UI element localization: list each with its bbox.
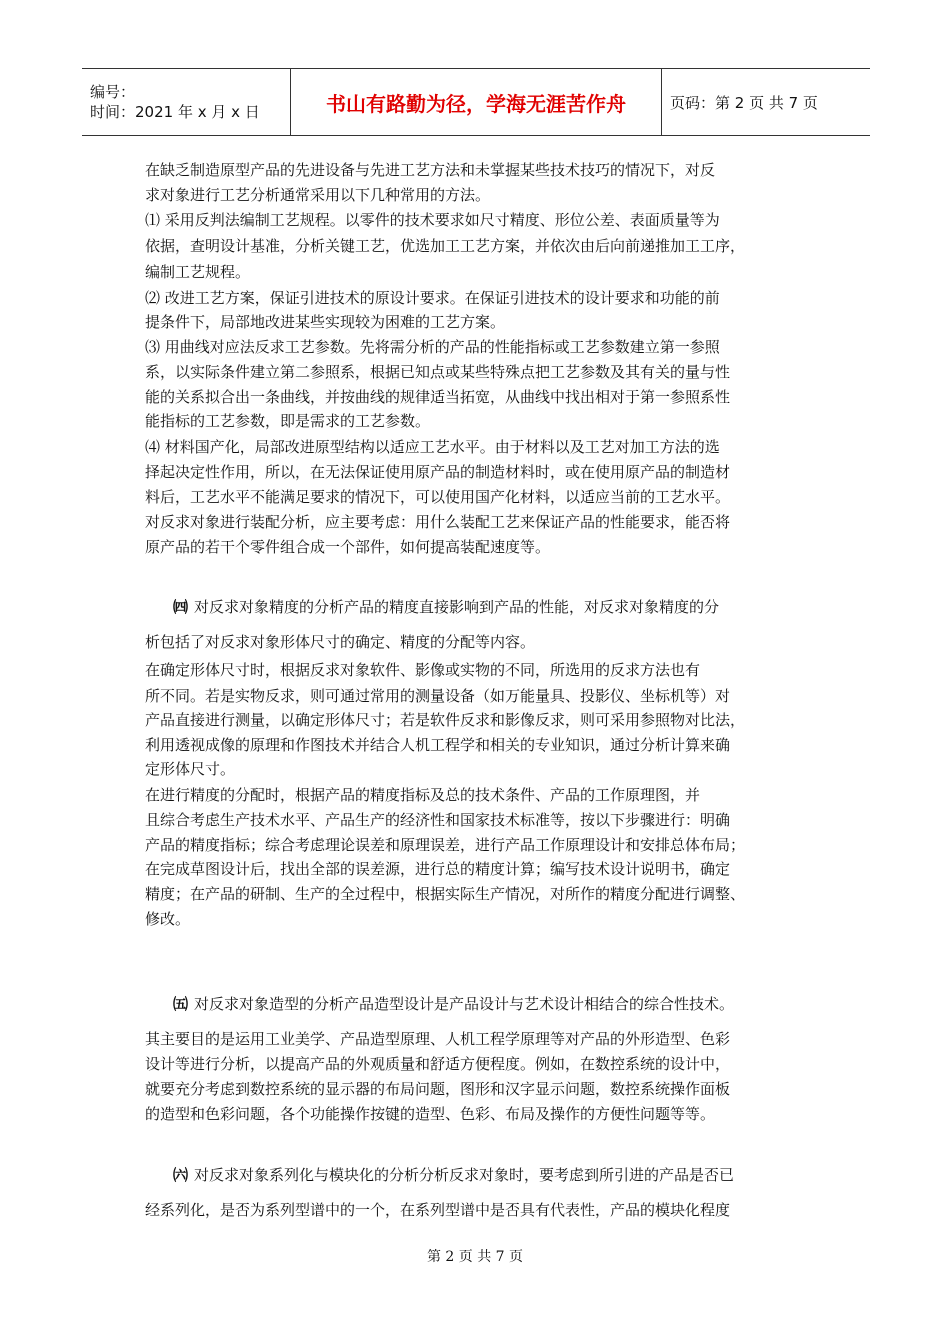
header-motto: 书山有路勤为径，学海无涯苦作舟 [291, 69, 662, 136]
paragraph-line: ⑷ 材料国产化，局部改进原型结构以适应工艺水平。由于材料以及工艺对加工方法的选 [145, 438, 720, 456]
paragraph-line: 的造型和色彩问题，各个功能操作按键的造型、色彩、布局及操作的方便性问题等等。 [145, 1105, 716, 1123]
paragraph-line: 在进行精度的分配时，根据产品的精度指标及总的技术条件、产品的工作原理图，并 [145, 786, 701, 804]
paragraph-line: 能的关系拟合出一条曲线，并按曲线的规律适当拓宽，从曲线中找出相对于第一参照系性 [145, 388, 731, 406]
document-number-label: 编号： [90, 83, 136, 101]
paragraph-line: 在缺乏制造原型产品的先进设备与先进工艺方法和未掌握某些技术技巧的情况下，对反 [145, 161, 716, 179]
paragraph-line: 能指标的工艺参数，即是需求的工艺参数。 [145, 412, 431, 430]
section-heading-6 [173, 1165, 823, 1185]
section-number-5: ㈤ [173, 995, 189, 1013]
paragraph-line: 产品的精度指标；综合考虑理论误差和原理误差，进行产品工作原理设计和安排总体布局； [145, 836, 746, 854]
page-footer: 第 2 页 共 7 页 [426, 1249, 524, 1265]
paragraph-line: 在确定形体尺寸时，根据反求对象软件、影像或实物的不同，所选用的反求方法也有 [145, 661, 701, 679]
paragraph-line: 依据，查明设计基准，分析关键工艺，优选加工工艺方案，并依次由后向前递推加工工序， [145, 237, 746, 255]
paragraph-line: 求对象进行工艺分析通常采用以下几种常用的方法。 [145, 186, 491, 204]
paragraph-line: 编制工艺规程。 [145, 263, 251, 281]
document-date-label: 时间：2021 年 x 月 x 日 [90, 103, 260, 121]
paragraph-line: 择起决定性作用，所以，在无法保证使用原产品的制造材料时，或在使用原产品的制造材 [145, 463, 731, 481]
paragraph-line: 且综合考虑生产技术水平、产品生产的经济性和国家技术标准等，按以下步骤进行：明确 [145, 811, 731, 829]
paragraph-line: 其主要目的是运用工业美学、产品造型原理、人机工程学原理等对产品的外形造型、色彩 [145, 1030, 731, 1048]
paragraph-line: 修改。 [145, 910, 191, 928]
paragraph-line: 定形体尺寸。 [145, 760, 236, 778]
section-heading-text: 对反求对象精度的分析产品的精度直接影响到产品的性能，对反求对象精度的分 [194, 598, 720, 616]
section-number-6: ㈥ [173, 1166, 189, 1184]
paragraph-line: 料后，工艺水平不能满足要求的情况下，可以使用国产化材料，以适应当前的工艺水平。 [145, 488, 731, 506]
paragraph-line: 析包括了对反求对象形体尺寸的确定、精度的分配等内容。 [145, 633, 536, 651]
paragraph-line: 系，以实际条件建立第二参照系，根据已知点或某些特殊点把工艺参数及其有关的量与性 [145, 363, 731, 381]
paragraph-line: ⑵ 改进工艺方案，保证引进技术的原设计要求。在保证引进技术的设计要求和功能的前 [145, 289, 720, 307]
section-heading-4 [173, 597, 823, 617]
section-heading-text: 对反求对象系列化与模块化的分析分析反求对象时，要考虑到所引进的产品是否已 [194, 1166, 735, 1184]
header-page-info: 页码：第 2 页 共 7 页 [670, 93, 818, 112]
header-left-cell [82, 69, 291, 136]
paragraph-line: 就要充分考虑到数控系统的显示器的布局问题，图形和汉字显示问题，数控系统操作面板 [145, 1080, 731, 1098]
paragraph-line: 利用透视成像的原理和作图技术并结合人机工程学和相关的专业知识，通过分析计算来确 [145, 736, 731, 754]
section-heading-5 [173, 994, 823, 1014]
page-header [82, 68, 870, 136]
paragraph-line: ⑶ 用曲线对应法反求工艺参数。先将需分析的产品的性能指标或工艺参数建立第一参照 [145, 338, 720, 356]
paragraph-line: 精度；在产品的研制、生产的全过程中，根据实际生产情况，对所作的精度分配进行调整、 [145, 885, 746, 903]
paragraph-line: 产品直接进行测量，以确定形体尺寸；若是软件反求和影像反求，则可采用参照物对比法， [145, 711, 746, 729]
paragraph-line: 原产品的若干个零件组合成一个部件，如何提高装配速度等。 [145, 538, 551, 556]
section-heading-text: 对反求对象造型的分析产品造型设计是产品设计与艺术设计相结合的综合性技术。 [194, 995, 735, 1013]
paragraph-line: 对反求对象进行装配分析，应主要考虑：用什么装配工艺来保证产品的性能要求，能否将 [145, 513, 731, 531]
paragraph-line: 在完成草图设计后，找出全部的误差源，进行总的精度计算；编写技术设计说明书，确定 [145, 860, 731, 878]
paragraph-line: 所不同。若是实物反求，则可通过常用的测量设备（如万能量具、投影仪、坐标机等）对 [145, 687, 731, 705]
section-number-4: ㈣ [173, 598, 189, 616]
paragraph-line: 提条件下，局部地改进某些实现较为困难的工艺方案。 [145, 313, 506, 331]
paragraph-line: ⑴ 采用反判法编制工艺规程。以零件的技术要求如尺寸精度、形位公差、表面质量等为 [145, 211, 720, 229]
paragraph-line: 经系列化，是否为系列型谱中的一个，在系列型谱中是否具有代表性，产品的模块化程度 [145, 1201, 731, 1219]
paragraph-line: 设计等进行分析，以提高产品的外观质量和舒适方便程度。例如，在数控系统的设计中， [145, 1055, 731, 1073]
